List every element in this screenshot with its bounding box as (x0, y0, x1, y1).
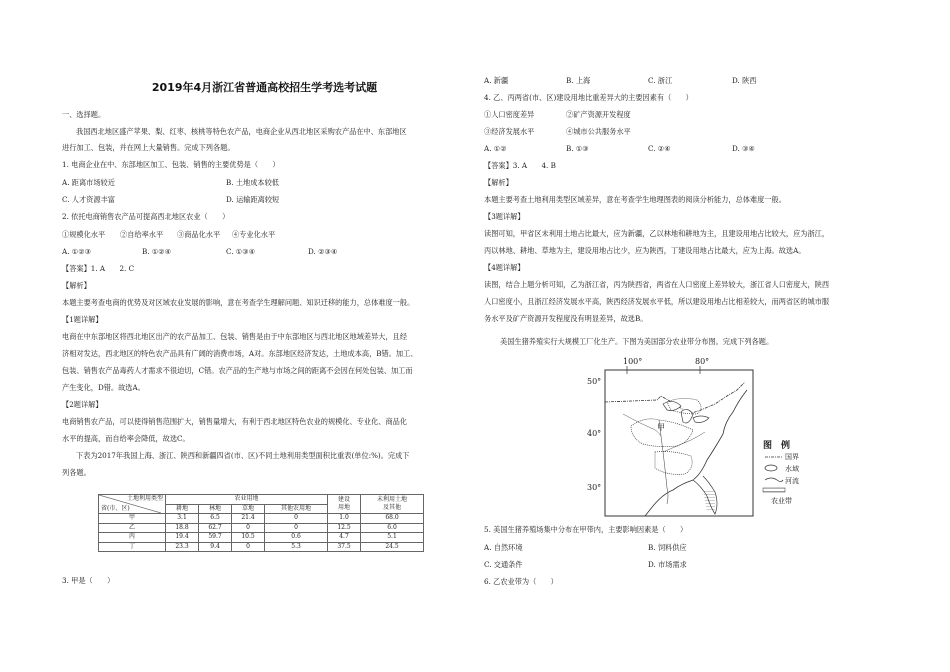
table-row (99, 523, 424, 533)
q4-option-b: B. ①③ (566, 144, 589, 153)
cell: 18.8 (166, 523, 199, 533)
q4-item: ③经济发展水平 (484, 127, 535, 136)
detail-text: 务水平及矿产资源开发程度没有明显差异，故选B。 (484, 314, 648, 323)
cell: 68.0 (361, 514, 424, 524)
answer-line: 【答案】1. A 2. C (62, 264, 135, 273)
q4-option-c: C. ②④ (648, 144, 671, 153)
q3-option-a: A. 新疆 (484, 76, 509, 85)
detail-text: 电商销售农产品，可以使得销售范围扩大，销售量增大，有利于西北地区特色农业的规模化、专业化、商品化 (62, 417, 408, 426)
sub-header: 其他农用地 (265, 504, 328, 514)
detail-heading: 【1题详解】 (62, 315, 103, 324)
row-label: 乙 (99, 523, 166, 533)
legend-item: 农业带 (771, 497, 792, 505)
q2-item: ①规模化水平 (62, 230, 106, 239)
q4-item: ①人口密度差异 (484, 110, 535, 119)
q2-item: ②自给率水平 (120, 230, 164, 239)
q3-option-c: C. 浙江 (648, 76, 673, 85)
lat-label: 30° (587, 483, 602, 492)
cell: 6.5 (199, 514, 232, 524)
detail-heading: 【4题详解】 (484, 263, 525, 272)
detail-text: 产生变化，D错。故选A。 (62, 383, 145, 392)
cell: 9.4 (199, 542, 232, 552)
q1-option-b: B. 土地成本较低 (226, 178, 279, 187)
legend-item: 国界 (785, 453, 799, 461)
sub-header: 草地 (232, 504, 265, 514)
q1-option-a: A. 距离市场较近 (62, 178, 115, 187)
q2-option-d: D. ②③④ (308, 247, 338, 256)
q4-item: ④城市公共服务水平 (566, 127, 631, 136)
build-header: 建设 用地 (328, 495, 361, 514)
section-heading: 一、选择题。 (62, 110, 106, 119)
analysis-heading: 【解析】 (484, 178, 513, 187)
intro-paragraph: 列各题。 (62, 468, 91, 477)
intro-paragraph: 下表为2017年我国上海、浙江、陕西和新疆四省(市、区)不同土地利用类型面积比重表(单位:%)。完成下 (76, 451, 410, 460)
q4-option-a: A. ①② (484, 144, 507, 153)
cell: 19.4 (166, 533, 199, 543)
cell: 5.1 (361, 533, 424, 543)
us-agriculture-map (587, 356, 867, 518)
row-label: 丁 (99, 542, 166, 552)
detail-text: 读图，结合上题分析可知，乙为浙江省，丙为陕西省，两省在人口密度上差异较大，浙江省人口密度大，陕西 (484, 280, 830, 289)
detail-heading: 【3题详解】 (484, 212, 525, 221)
q1-option-c: C. 人才资源丰富 (62, 195, 115, 204)
lon-label: 100° (623, 357, 643, 366)
detail-text: 读图可知，甲省区未利用土地占比最大，应为新疆，乙以林地和耕地为主，且建设用地占比较大，应为浙江， (484, 229, 830, 238)
agri-header: 农业用地 (166, 495, 328, 505)
belt-label-jia: 甲 (657, 423, 665, 432)
q5-option-b: B. 饲料供应 (648, 543, 687, 552)
corner-bottom-label: 省(市、区) (101, 505, 130, 512)
legend-item: 水域 (785, 465, 799, 473)
cell: 23.3 (166, 542, 199, 552)
cell: 5.3 (265, 542, 328, 552)
detail-text: 电商在中东部地区将西北地区出产的农产品加工、包装、销售是由于中东部地区与西北地区地域差异大，且经 (62, 332, 408, 341)
cell: 0 (232, 523, 265, 533)
q2-option-c: C. ①③④ (226, 247, 256, 256)
row-label: 甲 (99, 514, 166, 524)
cell: 24.5 (361, 542, 424, 552)
q2-item: ③商品化水平 (177, 230, 221, 239)
q2-option-b: B. ①②④ (142, 247, 172, 256)
intro-paragraph: 进行加工、包装，并在网上大量销售。完成下列各题。 (62, 143, 235, 152)
q5-option-d: D. 市场需求 (648, 560, 687, 569)
table-row (99, 533, 424, 543)
cell: 0 (265, 514, 328, 524)
q4-item: ②矿产资源开发程度 (566, 110, 631, 119)
table-row (99, 542, 424, 552)
q1-option-d: D. 运输距离较短 (226, 195, 280, 204)
cell: 21.4 (232, 514, 265, 524)
detail-text: 人口密度小，且浙江经济发展水平高，陕西经济发展水平低，所以建设用地占比相差较大，而两省区的城市服 (484, 297, 830, 306)
row-label: 丙 (99, 533, 166, 543)
legend-item: 河流 (785, 477, 799, 485)
question-6: 6. 乙农业带为（ ） (484, 577, 558, 586)
legend-title: 图 例 (763, 441, 791, 451)
answer-line: 【答案】3. A 4. B (484, 161, 556, 170)
page-title: 2019年4月浙江省普通高校招生学考选考试题 (151, 81, 378, 94)
detail-text: 济相对发达，西北地区的特色农产品具有广阔的消费市场，A对。东部地区经济发达，土地成本高，B错。加工、 (62, 349, 418, 358)
analysis-text: 本题主要考查土地利用类型区域差异，意在考查学生地理图表的阅读分析能力，总体难度一般。 (484, 195, 786, 204)
q4-option-d: D. ③④ (732, 144, 755, 153)
cell: 0 (232, 542, 265, 552)
q2-option-a: A. ①②③ (62, 247, 92, 256)
lon-label: 80° (695, 357, 710, 366)
cell: 0 (265, 523, 328, 533)
cell: 3.1 (166, 514, 199, 524)
question-3: 3. 甲是（ ） (62, 576, 115, 585)
cell: 4.7 (328, 533, 361, 543)
cell: 1.0 (328, 514, 361, 524)
cell: 10.5 (232, 533, 265, 543)
intro-paragraph: 美国生猪养殖实行大规模工厂化生产。下图为美国部分农业带分布图。完成下列各题。 (500, 337, 774, 346)
detail-text: 包装、销售农产品毒药人才需求不很迫切，C错。农产品的生产地与市场之间的距离不会因在何处包装、加工而 (62, 366, 413, 375)
q2-item: ④专业化水平 (232, 230, 276, 239)
question-1: 1. 电商企业在中、东部地区加工、包装、销售的主要优势是（ ） (62, 160, 280, 169)
analysis-heading: 【解析】 (62, 281, 91, 290)
cell: 37.5 (328, 542, 361, 552)
analysis-text: 本题主要考查电商的优势及对区域农业发展的影响，意在考查学生理解问题、知识迁移的能力，总体难度一般。 (62, 298, 415, 307)
question-5: 5. 美国生猪养殖场集中分布在甲带内，主要影响因素是（ ） (484, 525, 688, 534)
corner-top-label: 土地利用类型 (126, 495, 163, 502)
intro-paragraph: 我国西北地区盛产苹果、梨、红枣、核桃等特色农产品，电商企业从西北地区采购农产品在中、东部地区 (76, 127, 407, 136)
detail-heading: 【2题详解】 (62, 400, 103, 409)
table-row (99, 514, 424, 524)
q3-option-d: D. 陕西 (732, 76, 757, 85)
sub-header: 林地 (199, 504, 232, 514)
cell: 59.7 (199, 533, 232, 543)
cell: 0.6 (265, 533, 328, 543)
question-4: 4. 乙、丙两省(市、区)建设用地比重差异大的主要因素有（ ） (484, 93, 693, 102)
detail-text: 丙以林地、耕地、草地为主，建设用地占比少，应为陕西，丁建设用地占比最大，应为上海。故选A。 (484, 246, 806, 255)
cell: 12.5 (328, 523, 361, 533)
cell: 6.0 (361, 523, 424, 533)
cell: 62.7 (199, 523, 232, 533)
table-corner-cell (99, 495, 166, 514)
sub-header: 耕地 (166, 504, 199, 514)
q5-option-c: C. 交通条件 (484, 560, 523, 569)
detail-text: 水平的提高，而自给率会降低，故选C。 (62, 434, 190, 443)
land-use-table (98, 494, 424, 552)
q5-option-a: A. 自然环境 (484, 543, 523, 552)
q3-option-b: B. 上海 (566, 76, 591, 85)
lat-label: 40° (587, 429, 602, 438)
map-graphic (597, 356, 867, 518)
question-2: 2. 依托电商销售农产品可提高西北地区农业（ ） (62, 212, 230, 221)
lat-label: 50° (587, 377, 602, 386)
unused-header: 未利用土地 及其他 (361, 495, 424, 514)
